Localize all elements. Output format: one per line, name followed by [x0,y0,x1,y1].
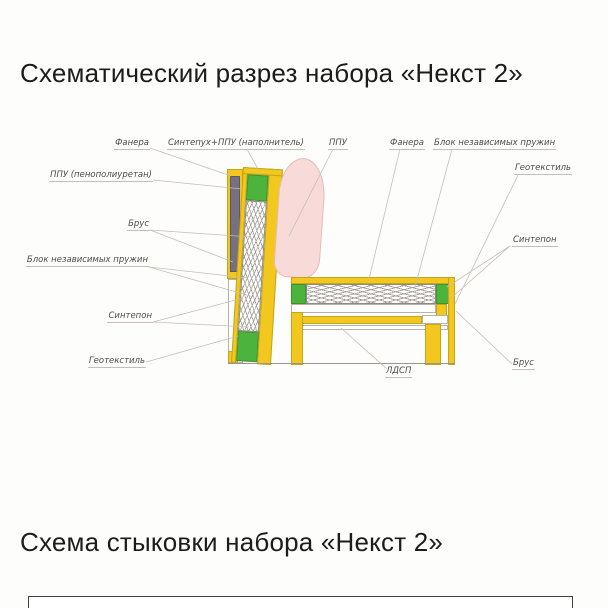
label-ldsp-board: ЛДСП [386,366,412,376]
label-sintepuh-ppu-filler: Синтепух+ППУ (наполнитель) [168,138,304,148]
joining-scheme-frame [28,596,573,608]
label-geotextile-seat: Геотекстиль [515,163,572,173]
label-timber-back: Брус [128,219,149,229]
label-spring-block-back: Блок независимых пружин [26,255,148,265]
label-ppu-cushion: ППУ [329,138,347,148]
label-spring-block-seat: Блок независимых пружин [434,138,556,148]
joining-scheme-title: Схема стыковки набора «Некст 2» [20,527,444,557]
section-cut-title: Схематический разрез набора «Некст 2» [20,58,523,88]
label-ppu-polyurethane: ППУ (пенополиуретан) [50,170,152,180]
label-geotextile-back: Геотекстиль [88,356,145,366]
label-timber-seat: Брус [513,358,534,368]
label-plywood-seat: Фанера [390,138,424,148]
label-sintepon-seat: Синтепон [513,235,557,245]
label-sintepon-back: Синтепон [108,311,152,321]
label-plywood-back: Фанера [115,138,149,148]
